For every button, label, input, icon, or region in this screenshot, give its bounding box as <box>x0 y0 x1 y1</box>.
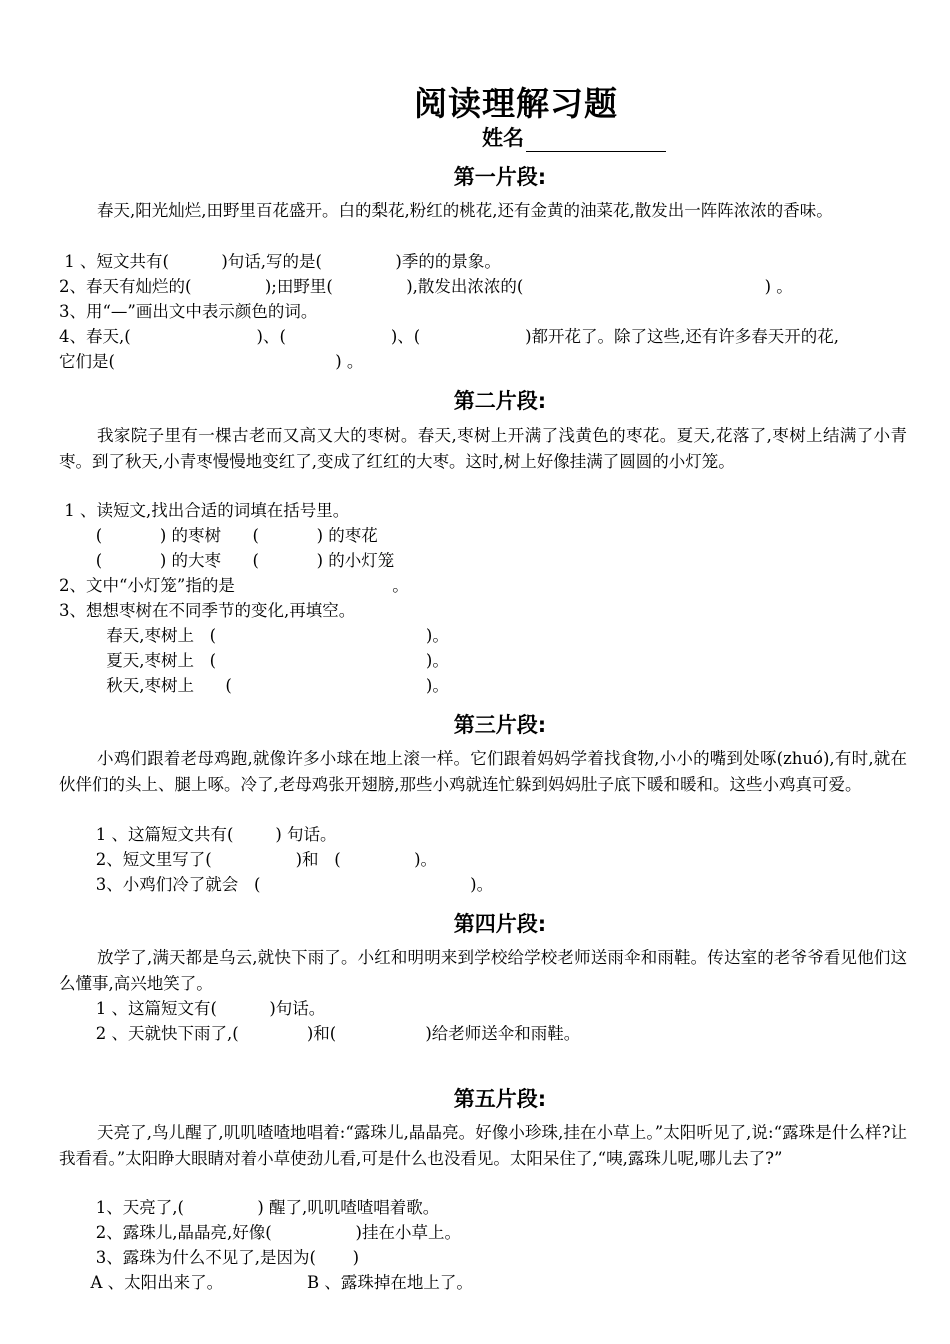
section-5-question-2: 2、露珠儿,晶晶亮,好像( )挂在小草上。 <box>59 1223 461 1242</box>
section-2-question-3: 3、想想枣树在不同季节的变化,再填空。 <box>59 601 356 620</box>
section-2-fill-row-1: ( ) 的枣树 ( ) 的枣花 <box>59 526 378 545</box>
section-2-heading: 第二片段: <box>453 389 547 413</box>
name-label: 姓名 <box>482 126 524 150</box>
section-2-autumn-row: 秋天,枣树上 ( )。 <box>59 676 449 695</box>
section-1-question-3: 3、用“—”画出文中表示颜色的词。 <box>59 302 318 321</box>
name-field <box>482 122 666 152</box>
section-3-question-2: 2、短文里写了( )和 ( )。 <box>59 850 438 869</box>
section-2-passage: 我家院子里有一棵古老而又高又大的枣树。春天,枣树上开满了浅黄色的枣花。夏天,花落了,枣树上结满了小青枣。到了秋天,小青枣慢慢地变红了,变成了红红的大枣。这时,树上好像挂满了圆圆的小灯笼。 <box>59 426 907 471</box>
page-title: 阅读理解习题 <box>414 84 618 123</box>
section-2-spring-row: 春天,枣树上 ( )。 <box>59 626 449 645</box>
section-4-question-1: 1 、这篇短文有( )句话。 <box>59 999 326 1018</box>
section-1-heading: 第一片段: <box>453 165 547 189</box>
section-5-heading: 第五片段: <box>453 1087 547 1111</box>
section-4-heading: 第四片段: <box>453 912 547 936</box>
section-1-question-2: 2、春天有灿烂的( );田野里( ),散发出浓浓的( ) 。 <box>59 277 793 296</box>
section-2-fill-row-2: ( ) 的大枣 ( ) 的小灯笼 <box>59 551 395 570</box>
section-4-passage: 放学了,满天都是乌云,就快下雨了。小红和明明来到学校给学校老师送雨伞和雨鞋。传达室的老爷爷看见他们这么懂事,高兴地笑了。 <box>59 948 907 993</box>
section-1-question-4-cont: 它们是( ) 。 <box>59 352 364 371</box>
section-1-question-4: 4、春天,( )、( )、( )都开花了。除了这些,还有许多春天开的花, <box>59 327 840 346</box>
section-5-question-1: 1、天亮了,( ) 醒了,叽叽喳喳唱着歌。 <box>59 1198 440 1217</box>
section-1-passage: 春天,阳光灿烂,田野里百花盛开。白的梨花,粉红的桃花,还有金黄的油菜花,散发出一阵阵浓浓的香味。 <box>97 201 833 220</box>
section-5-options: A 、太阳出来了。 B 、露珠掉在地上了。 <box>59 1273 473 1292</box>
section-3-question-1: 1 、这篇短文共有( ) 句话。 <box>59 825 337 844</box>
section-3-question-3: 3、小鸡们冷了就会 ( )。 <box>59 875 494 894</box>
section-5-question-3: 3、露珠为什么不见了,是因为( ) <box>59 1248 360 1267</box>
section-4-question-2: 2 、天就快下雨了,( )和( )给老师送伞和雨鞋。 <box>59 1024 581 1043</box>
section-2-question-1: 1 、读短文,找出合适的词填在括号里。 <box>59 501 350 520</box>
section-5-passage: 天亮了,鸟儿醒了,叽叽喳喳地唱着:“露珠儿,晶晶亮。好像小珍珠,挂在小草上。”太阳听见了,说:“露珠是什么样?让我看看。”太阳睁大眼睛对着小草使劲儿看,可是什么也没看见。太阳呆住了,“咦,露珠儿呢,哪儿去了?” <box>59 1123 907 1168</box>
section-2-question-2: 2、文中“小灯笼”指的是 。 <box>59 576 409 595</box>
section-1-question-1: 1 、短文共有( )句话,写的是( )季的的景象。 <box>59 252 501 271</box>
section-3-heading: 第三片段: <box>453 713 547 737</box>
section-3-passage: 小鸡们跟着老母鸡跑,就像许多小球在地上滚一样。它们跟着妈妈学着找食物,小小的嘴到处啄(zhuó),有时,就在伙伴们的头上、腿上啄。冷了,老母鸡张开翅膀,那些小鸡就连忙躲到妈妈肚子底下暖和暖和。这些小鸡真可爱。 <box>59 749 907 794</box>
name-blank-line[interactable] <box>526 129 666 152</box>
section-2-summer-row: 夏天,枣树上 ( )。 <box>59 651 449 670</box>
